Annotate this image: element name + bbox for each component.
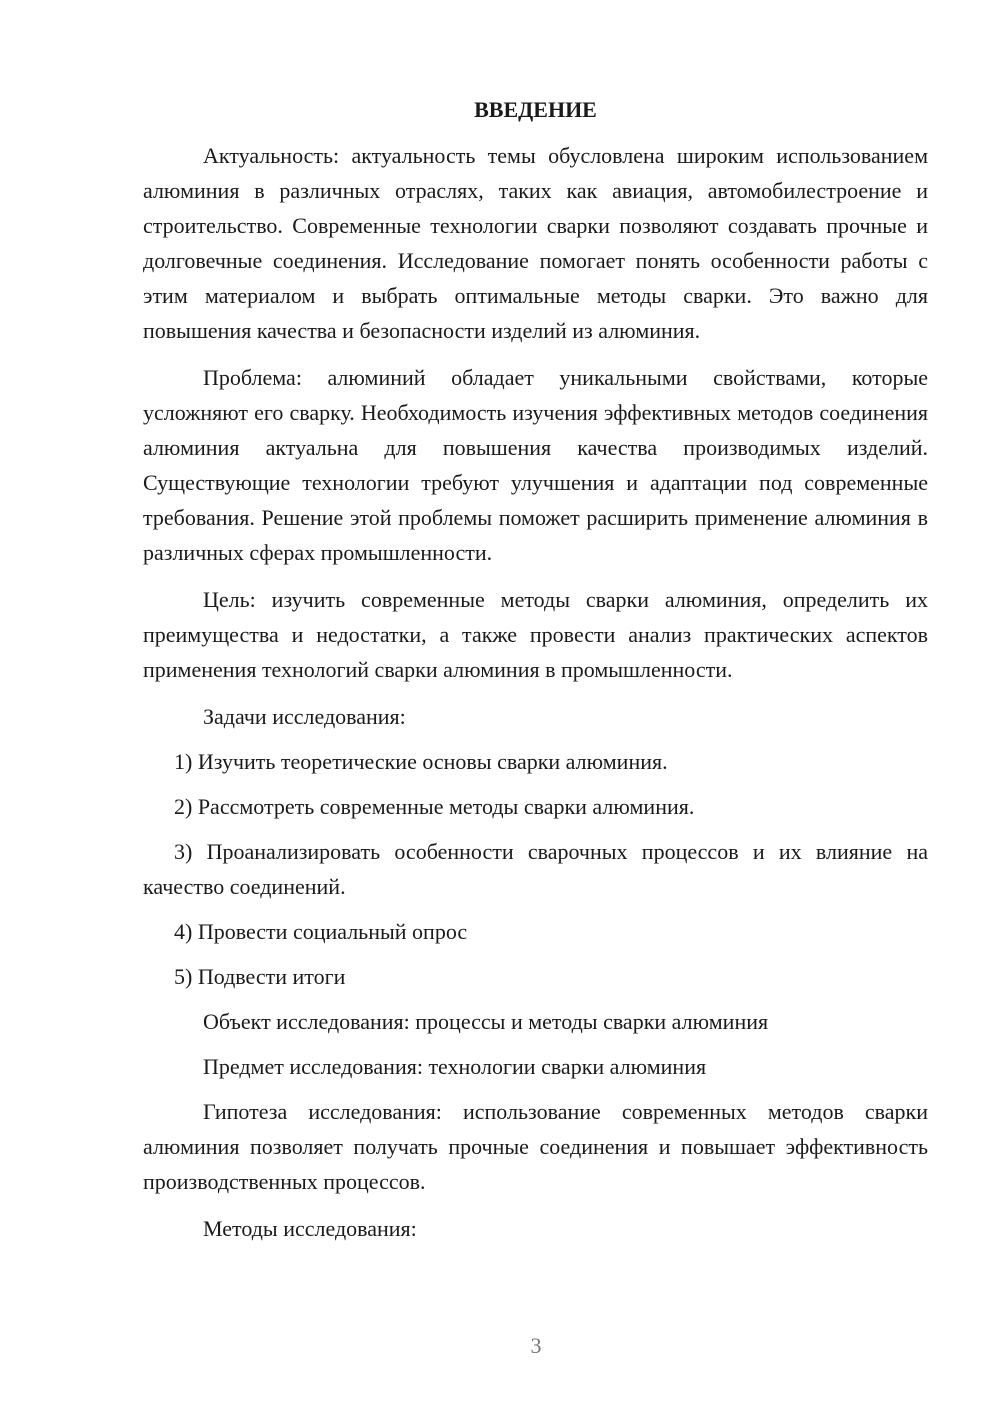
subject-paragraph: Предмет исследования: технологии сварки алюминия xyxy=(203,1054,707,1079)
relevance-paragraph: Актуальность: актуальность темы обусловлена широким использованием алюминия в различных отраслях, таких как авиация, автомобилестроение и строительство. Современные технологии сварки позволяют создавать прочные и долговечные соединения. Исследование помогает понять особенности работы с этим материалом и выбрать оптимальные методы сварки. Это важно для повышения качества и безопасности изделий из алюминия. xyxy=(143,143,928,343)
goal-paragraph: Цель: изучить современные методы сварки алюминия, определить их преимущества и недостатки, а также провести анализ практических аспектов применения технологий сварки алюминия в промышленности. xyxy=(143,587,928,682)
problem-paragraph: Проблема: алюминий обладает уникальными свойствами, которые усложняют его сварку. Необходимость изучения эффективных методов соединения алюминия актуальна для повышения качества производимых изделий. Существующие технологии требуют улучшения и адаптации под современные требования. Решение этой проблемы поможет расширить применение алюминия в различных сферах промышленности. xyxy=(143,365,928,565)
object-paragraph: Объект исследования: процессы и методы сварки алюминия xyxy=(203,1009,769,1034)
page-title: ВВЕДЕНИЕ xyxy=(474,97,597,122)
task-item: 3) Проанализировать особенности сварочных процессов и их влияние на качество соединений. xyxy=(143,839,928,899)
tasks-heading: Задачи исследования: xyxy=(203,704,406,729)
task-item: 2) Рассмотреть современные методы сварки алюминия. xyxy=(174,794,695,819)
page-content xyxy=(143,94,928,1256)
task-item: 5) Подвести итоги xyxy=(174,964,346,989)
hypothesis-paragraph: Гипотеза исследования: использование современных методов сварки алюминия позволяет получать прочные соединения и повышает эффективность производственных процессов. xyxy=(143,1099,928,1194)
tasks-list xyxy=(143,744,928,994)
task-item: 1) Изучить теоретические основы сварки алюминия. xyxy=(174,749,668,774)
page-number: 3 xyxy=(530,1333,542,1358)
methods-heading: Методы исследования: xyxy=(203,1216,417,1241)
task-item: 4) Провести социальный опрос xyxy=(174,919,468,944)
